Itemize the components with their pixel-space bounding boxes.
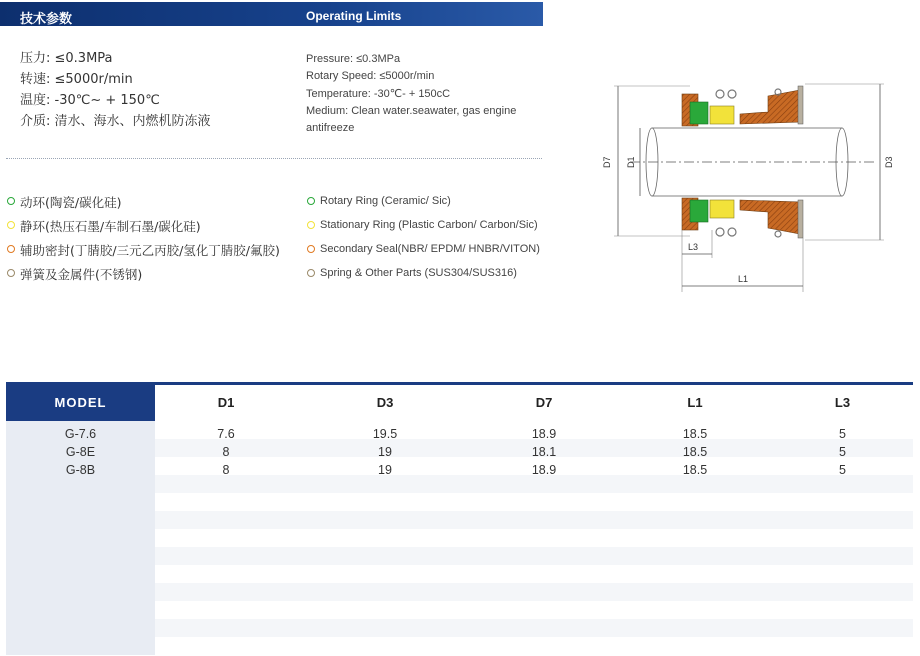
rotary-ring-bullet-icon (307, 197, 315, 205)
cell-d3: 19 (378, 445, 392, 459)
section-title-en: Operating Limits (306, 9, 402, 23)
limit-medium-en-cont: antifreeze (306, 122, 355, 134)
header-l3: L3 (834, 395, 851, 410)
cell-d1: 8 (222, 463, 230, 477)
label-l3: L3 (688, 242, 699, 252)
cell-d3: 19.5 (372, 427, 398, 441)
stationary-ring (710, 106, 734, 124)
rotary-ring (690, 102, 708, 124)
cell-d7: 18.9 (531, 427, 557, 441)
limit-speed-en: Rotary Speed: ≤5000r/min (306, 70, 435, 82)
spring-parts-bullet-icon (7, 269, 15, 277)
cell-l1: 18.5 (682, 427, 708, 441)
table-body (6, 421, 913, 655)
cell-d1: 7.6 (217, 427, 235, 441)
cell-model: G-7.6 (64, 427, 97, 441)
table-row (6, 425, 913, 443)
table-row (6, 443, 913, 461)
limit-medium-en: Medium: Clean water.seawater, gas engine (306, 105, 517, 117)
cell-d7: 18.1 (531, 445, 557, 459)
component-spring-parts-cn: 弹簧及金属件(不锈钢) (20, 267, 143, 282)
cell-l3: 5 (839, 445, 846, 459)
section-header-bar (0, 2, 543, 26)
limit-pressure-cn: 压力: ≤0.3MPa (20, 51, 113, 66)
cell-l3: 5 (839, 463, 846, 477)
header-d3: D3 (376, 395, 394, 410)
cell-d1: 8 (222, 445, 230, 459)
limit-speed-cn: 转速: ≤5000r/min (20, 72, 133, 87)
table-row (6, 461, 913, 479)
component-stationary-ring-cn: 静环(热压石墨/车制石墨/碳化硅) (20, 219, 201, 234)
header-l1: L1 (687, 395, 703, 410)
rotary-ring-bullet-icon (7, 197, 15, 205)
limit-medium-cn: 介质: 清水、海水、内燃机防冻液 (20, 114, 211, 129)
dimension-table (6, 382, 913, 655)
secondary-seal (740, 90, 802, 124)
component-rotary-ring-en: Rotary Ring (Ceramic/ Sic) (320, 195, 451, 207)
label-d3: D3 (884, 156, 894, 168)
section-title-cn: 技术参数 (20, 12, 73, 27)
component-rotary-ring-cn: 动环(陶瓷/碳化硅) (20, 195, 122, 210)
cell-model: G-8E (65, 445, 96, 459)
cell-l1: 18.5 (682, 463, 708, 477)
component-stationary-ring-en: Stationary Ring (Plastic Carbon/ Carbon/Sic) (320, 219, 538, 231)
dotted-divider (6, 158, 542, 159)
cell-l3: 5 (839, 427, 846, 441)
header-d1: D1 (217, 395, 235, 410)
cell-d7: 18.9 (531, 463, 557, 477)
stationary-ring-bullet-icon (307, 221, 315, 229)
seal-section-diagram (600, 76, 900, 300)
cell-model: G-8B (65, 463, 96, 477)
component-spring-parts-en: Spring & Other Parts (SUS304/SUS316) (320, 267, 517, 279)
limit-temperature-en: Temperature: -30℃- + 150cC (306, 88, 451, 100)
limit-temperature-cn: 温度: -30℃~ + 150℃ (20, 93, 160, 108)
component-secondary-seal-cn: 辅助密封(丁腈胶/三元乙丙胶/氢化丁腈胶/氟胶) (20, 243, 280, 258)
stationary-ring-bullet-icon (7, 221, 15, 229)
header-model: MODEL (6, 385, 155, 421)
table-header (6, 382, 913, 421)
cell-d3: 19 (378, 463, 392, 477)
component-secondary-seal-en: Secondary Seal(NBR/ EPDM/ HNBR/VITON) (320, 243, 540, 255)
header-d7: D7 (535, 395, 553, 410)
spring-parts-bullet-icon (307, 269, 315, 277)
secondary-seal-bullet-icon (307, 245, 315, 253)
label-d7: D7 (602, 156, 612, 168)
limit-pressure-en: Pressure: ≤0.3MPa (306, 53, 401, 65)
label-l1: L1 (738, 274, 749, 284)
label-d1: D1 (626, 156, 636, 168)
cell-l1: 18.5 (682, 445, 708, 459)
secondary-seal-bullet-icon (7, 245, 15, 253)
